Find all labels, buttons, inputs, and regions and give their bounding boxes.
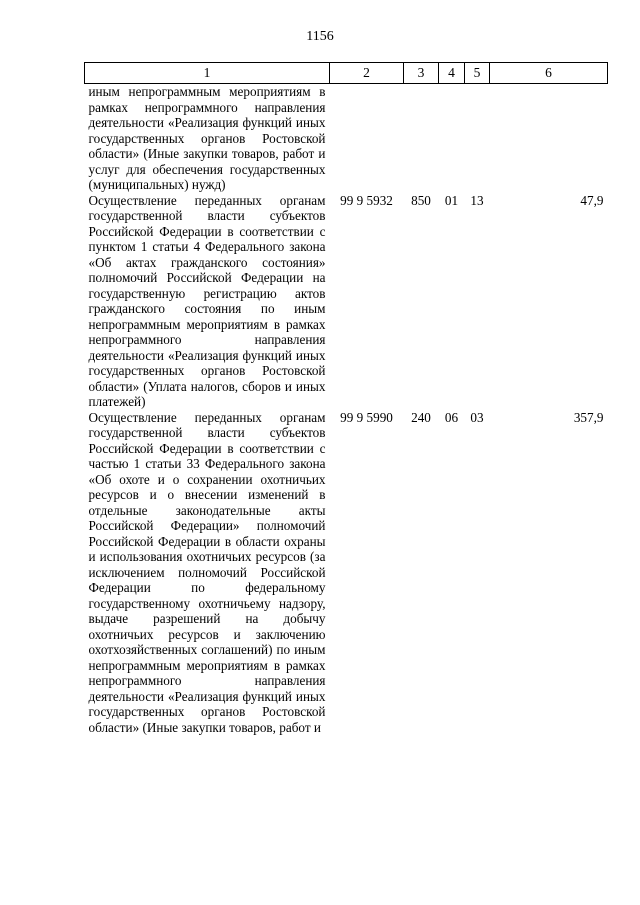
row-csr [330,84,404,193]
budget-table [84,62,608,735]
row-amount: 357,9 [573,409,604,425]
row-description: Осуществление переданных органам государственной власти субъектов Российской Федерации в соответствии с пунктом 1 статьи 4 Федерального закона «Об актах гражданского состояния» полномочий Российской Федерации на государственную регистрацию актов гражданского состояния по иным непрограммным мероприятиям в рамках непрограммного направления деятельности «Реализация функций иных государственных органов Ростовской области» (Уплата налогов, сборов и иных платежей) [88,192,326,409]
row-description: иным непрограммным мероприятиям в рамках непрограммного направления деятельности «Реализация функций иных государственных органов Ростовской области» (Иные закупки товаров, работ и услуг для обеспечения государственных (муниципальных) нужд) [88,84,326,192]
row-vr: 850 [411,192,431,208]
table-row [85,193,608,410]
row-amount [490,84,608,193]
row-rz [439,84,465,193]
row-description: Осуществление переданных органам государственной власти субъектов Российской Федерации в соответствии с частью 1 статьи 33 Федерального закона «Об охоте и о сохранении охотничьих ресурсов и о внесении изменений в отдельные законодательные акты Российской Федерации» полномочий Российской Федерации в области охраны и использования охотничьих ресурсов (за исключением полномочий Российской Федерации по федеральному государственному охотничьему надзору, выдаче разрешений на добычу охотничьих ресурсов и заключению охотхозяйственных соглашений) по иным непрограммным мероприятиям в рамках непрограммного направления деятельности «Реализация функций иных государственных органов Ростовской области» (Иные закупки товаров, работ и [88,409,326,735]
column-number-row [85,63,608,84]
column-header: 4 [439,63,465,84]
row-rz: 06 [444,409,459,425]
row-vr: 240 [411,409,431,425]
row-pr: 03 [470,409,484,425]
column-header: 1 [85,63,330,84]
column-header: 2 [330,63,404,84]
row-amount: 47,9 [580,192,604,208]
page-number: 1156 [306,29,334,44]
column-header: 5 [465,63,490,84]
table-row [85,84,608,193]
row-csr: 99 9 5990 [340,409,393,425]
row-pr [465,84,490,193]
column-header: 3 [404,63,439,84]
row-vr [404,84,439,193]
row-pr: 13 [470,192,484,208]
row-csr: 99 9 5932 [340,192,393,208]
row-rz: 01 [444,192,459,208]
column-header: 6 [490,63,608,84]
table-row [85,410,608,736]
